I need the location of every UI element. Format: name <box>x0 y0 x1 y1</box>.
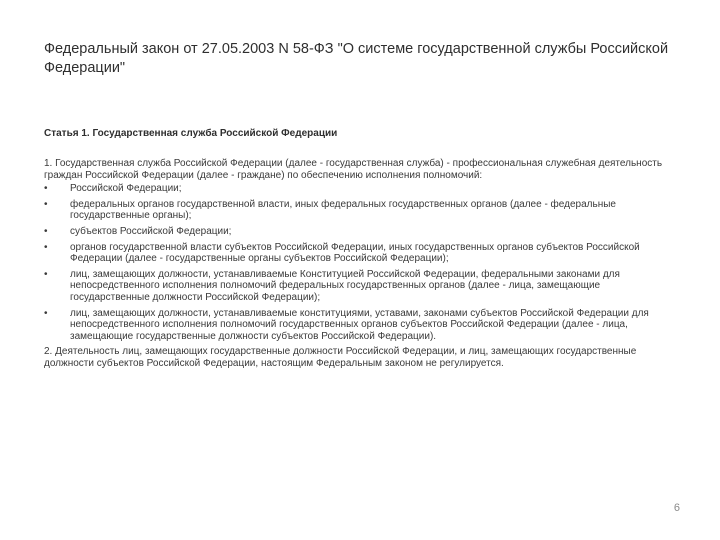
paragraph-2: 2. Деятельность лиц, замещающих государственные должности Российской Федерации, и лиц, замещающих государственные должности субъектов Российской Федерации, настоящим Федеральным законом не регулируется. <box>44 346 637 369</box>
bullet-icon: • <box>44 268 48 280</box>
paragraph-1: 1. Государственная служба Российской Федерации (далее - государственная служба) - профессиональная служебная деятельность граждан Российской Федерации (далее - граждане) по обеспечению исполнения полномочий: <box>44 158 663 181</box>
list-item-text: федеральных органов государственной власти, иных федеральных государственных органов (далее - федеральные государственные органы); <box>70 198 616 222</box>
page-number: 6 <box>673 502 680 514</box>
bullet-icon: • <box>44 183 48 195</box>
list-item-text: субъектов Российской Федерации; <box>70 225 232 237</box>
list-item-text: лиц, замещающих должности, устанавливаемые конституциями, уставами, законами субъектов Российской Федерации для непосредственного исполнения полномочий государственных органов субъектов Российской Федерации (далее - лица, замещающие государственные должности субъектов Российской Федерации). <box>70 307 649 342</box>
list-item-text: лиц, замещающих должности, устанавливаемые Конституцией Российской Федерации, федеральными законами для непосредственного исполнения полномочий федеральных государственных органов (далее - лица, замещающие государственные должности Российской Федерации); <box>70 268 620 303</box>
bullet-icon: • <box>44 307 48 319</box>
list-item <box>44 308 674 343</box>
bullet-icon: • <box>44 225 48 237</box>
law-text <box>44 158 674 370</box>
authority-list <box>44 183 674 342</box>
list-item <box>44 269 674 304</box>
list-item <box>44 199 674 222</box>
list-item <box>44 183 674 195</box>
list-item-text: органов государственной власти субъектов Российской Федерации, иных государственных органов субъектов Российской Федерации (далее - государственные органы субъектов Российской Федерации); <box>70 241 640 265</box>
list-item <box>44 242 674 265</box>
list-item <box>44 226 674 238</box>
bullet-icon: • <box>44 198 48 210</box>
slide-title: Федеральный закон от 27.05.2003 N 58-ФЗ "О системе государственной службы Российской Федерации" <box>44 41 669 76</box>
article-heading: Статья 1. Государственная служба Российской Федерации <box>44 128 338 139</box>
list-item-text: Российской Федерации; <box>70 183 182 195</box>
bullet-icon: • <box>44 241 48 253</box>
